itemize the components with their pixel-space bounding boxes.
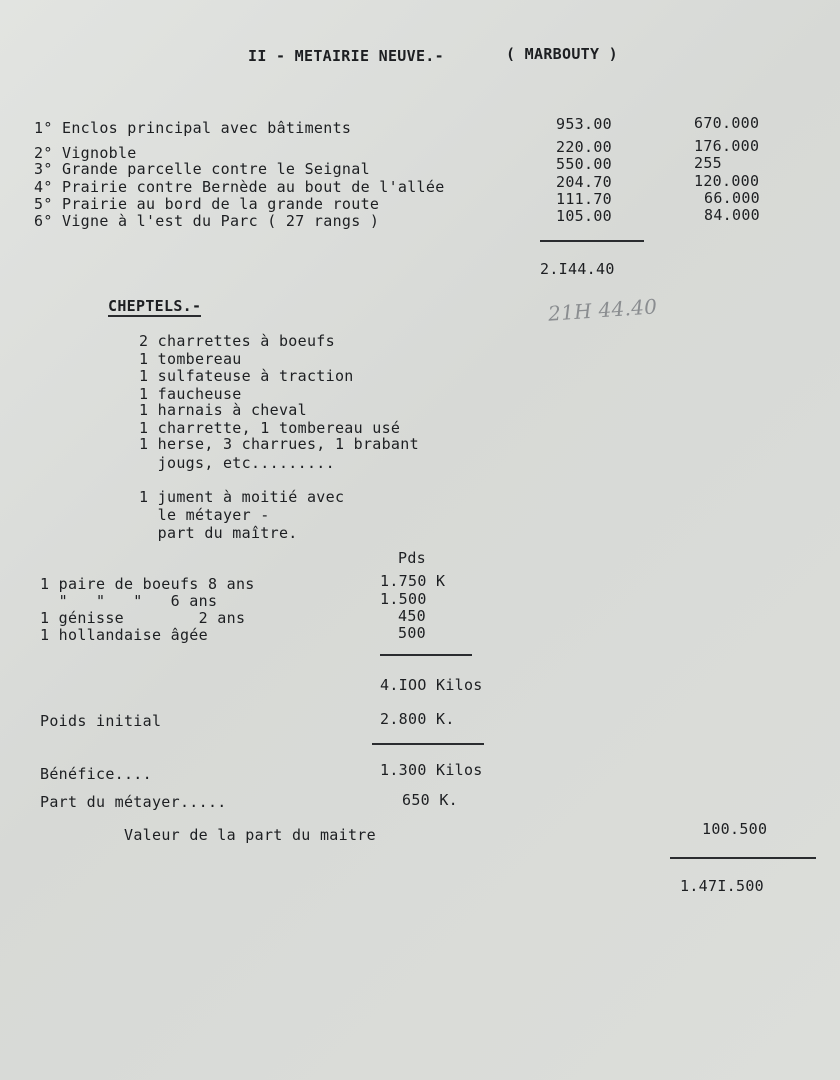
- farmer-share-label: Part du métayer.....: [40, 793, 227, 811]
- livestock-total-rule: [380, 654, 472, 656]
- parcel-label: 4° Prairie contre Bernède au bout de l'allée: [34, 178, 445, 196]
- parcel-value: 670.000: [694, 114, 760, 132]
- benefit-rule: [372, 743, 484, 745]
- parcel-label: 5° Prairie au bord de la grande route: [34, 195, 380, 213]
- list-item: 1 jument à moitié avec: [139, 488, 345, 506]
- livestock-label: " " " 6 ans: [40, 592, 218, 610]
- livestock-label: 1 hollandaise âgée: [40, 626, 208, 644]
- livestock-weight: 1.500: [380, 590, 427, 608]
- cheptels-heading: CHEPTELS.-: [108, 297, 202, 315]
- parcel-area: 111.70: [556, 190, 612, 208]
- benefit-value: 1.300 Kilos: [380, 761, 483, 779]
- grand-total-rule: [670, 857, 816, 859]
- initial-weight-value: 2.800 K.: [380, 710, 455, 728]
- grand-total: 1.47I.500: [680, 877, 764, 895]
- list-item: part du maître.: [139, 524, 298, 542]
- parcel-label: 2° Vignoble: [34, 144, 137, 162]
- livestock-label: 1 paire de boeufs 8 ans: [40, 575, 255, 593]
- parcel-label: 3° Grande parcelle contre le Seignal: [34, 160, 370, 178]
- master-share-label: Valeur de la part du maitre: [124, 826, 376, 844]
- handwritten-note: 21H 44.40: [547, 294, 658, 326]
- benefit-label: Bénéfice....: [40, 765, 152, 783]
- list-item: 1 tombereau: [139, 350, 242, 368]
- parcel-area: 105.00: [556, 207, 612, 225]
- parcel-area: 220.00: [556, 138, 612, 156]
- parcel-area: 550.00: [556, 155, 612, 173]
- parcel-value: 255: [694, 154, 722, 172]
- parcel-value: 120.000: [694, 172, 760, 190]
- parcel-value: 66.000: [704, 189, 760, 207]
- list-item: 1 charrette, 1 tombereau usé: [139, 419, 401, 437]
- parcel-label: 1° Enclos principal avec bâtiments: [34, 119, 352, 137]
- list-item: jougs, etc.........: [139, 454, 335, 472]
- list-item: 1 harnais à cheval: [139, 401, 307, 419]
- document-title: II - METAIRIE NEUVE.-: [248, 47, 444, 65]
- livestock-label: 1 génisse 2 ans: [40, 609, 246, 627]
- livestock-weight: 450: [398, 607, 426, 625]
- weight-header: Pds: [398, 549, 426, 567]
- parcel-value: 176.000: [694, 137, 760, 155]
- list-item: 1 faucheuse: [139, 385, 242, 403]
- parcels-total-rule: [540, 240, 644, 242]
- list-item: 1 herse, 3 charrues, 1 brabant: [139, 435, 419, 453]
- livestock-weight: 500: [398, 624, 426, 642]
- farmer-share-value: 650 K.: [402, 791, 458, 809]
- document-location: ( MARBOUTY ): [506, 45, 618, 63]
- list-item: le métayer -: [139, 506, 270, 524]
- initial-weight-label: Poids initial: [40, 712, 162, 730]
- list-item: 2 charrettes à boeufs: [139, 332, 335, 350]
- parcel-value: 84.000: [704, 206, 760, 224]
- parcel-label: 6° Vigne à l'est du Parc ( 27 rangs ): [34, 212, 380, 230]
- list-item: 1 sulfateuse à traction: [139, 367, 354, 385]
- livestock-weight: 1.750 K: [380, 572, 446, 590]
- master-share-value: 100.500: [702, 820, 768, 838]
- livestock-total: 4.IOO Kilos: [380, 676, 483, 694]
- parcel-area: 953.00: [556, 115, 612, 133]
- parcels-total: 2.I44.40: [540, 260, 615, 278]
- parcel-area: 204.70: [556, 173, 612, 191]
